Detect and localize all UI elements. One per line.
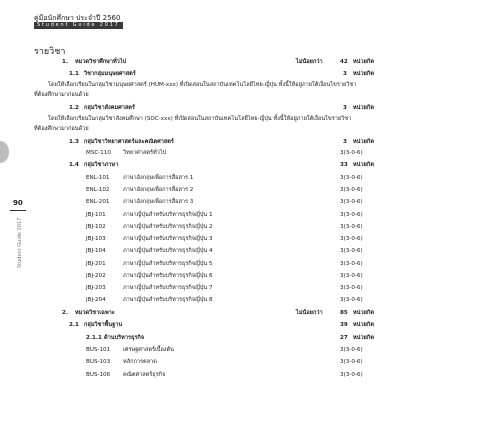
- course-name: ภาษาอังกฤษเพื่อการสื่อสาร 1: [123, 175, 194, 181]
- group-row-languages: [0, 160, 480, 170]
- course-name: ภาษาญี่ปุ่นสำหรับบริหารธุรกิจญี่ปุ่น 4: [123, 248, 213, 254]
- course-row: [0, 210, 480, 220]
- course-code: JBJ-102: [86, 224, 106, 230]
- category-row-specialized: [0, 308, 480, 318]
- row-credits: 27: [340, 335, 348, 341]
- course-name: หลักการตลาด: [123, 359, 157, 365]
- course-name: ภาษาญี่ปุ่นสำหรับบริหารธุรกิจญี่ปุ่น 8: [123, 297, 213, 303]
- row-unit: หน่วยกิต: [353, 310, 374, 316]
- course-hours: 3(3-0-6): [340, 175, 363, 181]
- course-row: [0, 271, 480, 281]
- course-code: JBJ-201: [86, 261, 106, 267]
- course-row: [0, 246, 480, 256]
- row-unit: หน่วยกิต: [353, 162, 374, 168]
- course-hours: 3(3-0-6): [340, 285, 363, 291]
- handbook-title: คู่มือนักศึกษา ประจำปี 2560: [34, 14, 121, 22]
- course-row: [0, 197, 480, 207]
- header-band: Student Guide 2017: [34, 22, 123, 29]
- course-row: [0, 283, 480, 293]
- row-number: 1.4: [69, 162, 79, 168]
- course-row: [0, 148, 480, 158]
- row-unit: หน่วยกิต: [353, 71, 374, 77]
- course-row: [0, 357, 480, 367]
- course-hours: 3(3-0-6): [340, 212, 363, 218]
- course-hours: 3(3-0-6): [340, 261, 363, 267]
- description-line: โดยให้เลือกเรียนในกลุ่มวิชามนุษยศาสตร์ (HUM-xxx) ที่เปิดสอนในสถาบันเทคโนโลยีไทย-ญี่ปุ่น ทั้งนี้ให้อยู่ภายใต้เงื่อนไขรายวิชา: [48, 82, 357, 88]
- course-name: เศรษฐศาสตร์เบื้องต้น: [123, 347, 174, 353]
- course-row: [0, 185, 480, 195]
- course-hours: 3(3-0-6): [340, 273, 363, 279]
- course-code: MSC-110: [86, 150, 111, 156]
- course-name: ภาษาญี่ปุ่นสำหรับบริหารธุรกิจญี่ปุ่น 3: [123, 236, 213, 242]
- course-name: ภาษาญี่ปุ่นสำหรับบริหารธุรกิจญี่ปุ่น 7: [123, 285, 213, 291]
- course-row: [0, 259, 480, 269]
- row-name: หมวดวิชาศึกษาทั่วไป: [75, 59, 127, 65]
- course-name: ภาษาญี่ปุ่นสำหรับบริหารธุรกิจญี่ปุ่น 2: [123, 224, 213, 230]
- row-unit: หน่วยกิต: [353, 105, 374, 111]
- course-code: JBJ-101: [86, 212, 106, 218]
- row-name: ด้านบริหารธุรกิจ: [104, 335, 145, 341]
- row-minimum: ไม่น้อยกว่า: [296, 59, 323, 65]
- course-hours: 3(3-0-6): [340, 248, 363, 254]
- row-name: กลุ่มวิชาพื้นฐาน: [84, 322, 123, 328]
- row-name: กลุ่มวิชาวิทยาศาสตร์และคณิตศาสตร์: [84, 139, 174, 145]
- course-row: [0, 173, 480, 183]
- row-number: 2.1: [69, 322, 79, 328]
- course-hours: 3(3-0-6): [340, 347, 363, 353]
- course-name: ภาษาญี่ปุ่นสำหรับบริหารธุรกิจญี่ปุ่น 5: [123, 261, 213, 267]
- row-unit: หน่วยกิต: [353, 322, 374, 328]
- row-credits: 3: [343, 71, 347, 77]
- row-number: 1.: [62, 59, 69, 65]
- subgroup-row-business-admin: [0, 333, 480, 343]
- row-name: กลุ่มวิชาสังคมศาสตร์: [84, 105, 135, 111]
- section-title: รายวิชา: [34, 47, 66, 57]
- course-hours: 3(3-0-6): [340, 297, 363, 303]
- page-number: 90: [13, 199, 23, 207]
- row-number: 1.3: [69, 139, 79, 145]
- group-row-social-sciences: [0, 103, 480, 113]
- course-row: [0, 345, 480, 355]
- group-row-science-math: [0, 137, 480, 147]
- course-row: [0, 234, 480, 244]
- row-credits: 42: [340, 59, 348, 65]
- description-line: โดยให้เลือกเรียนในกลุ่มวิชาสังคมศึกษา (SOC-xxx) ที่เปิดสอนในสถาบันเทคโนโลยีไทย-ญี่ปุ่น ทั้งนี้ให้อยู่ภายใต้เงื่อนไขรายวิชา: [48, 116, 352, 122]
- row-name: กลุ่มวิชาภาษา: [84, 162, 119, 168]
- row-name: หมวดวิชาเฉพาะ: [75, 310, 115, 316]
- course-code: BUS-101: [86, 347, 111, 353]
- row-number: 1.2: [69, 105, 79, 111]
- course-hours: 3(3-0-6): [340, 359, 363, 365]
- row-credits: 33: [340, 162, 348, 168]
- course-name: วิทยาศาสตร์ทั่วไป: [123, 150, 167, 156]
- course-code: JBJ-202: [86, 273, 106, 279]
- course-name: ภาษาญี่ปุ่นสำหรับบริหารธุรกิจญี่ปุ่น 1: [123, 212, 213, 218]
- course-row: [0, 370, 480, 380]
- course-row: [0, 222, 480, 232]
- row-unit: หน่วยกิต: [353, 59, 374, 65]
- row-minimum: ไม่น้อยกว่า: [296, 310, 323, 316]
- course-code: JBJ-204: [86, 297, 106, 303]
- row-credits: 39: [340, 322, 348, 328]
- group-row-humanities: [0, 69, 480, 79]
- course-code: ENL-102: [86, 187, 110, 193]
- row-unit: หน่วยกิต: [353, 139, 374, 145]
- course-name: ภาษาญี่ปุ่นสำหรับบริหารธุรกิจญี่ปุ่น 6: [123, 273, 213, 279]
- course-hours: 3(3-0-6): [340, 187, 363, 193]
- course-hours: 3(3-0-6): [340, 150, 363, 156]
- social-sciences-description: [34, 114, 454, 134]
- course-hours: 3(3-0-6): [340, 224, 363, 230]
- course-code: BUS-103: [86, 359, 111, 365]
- row-credits: 3: [343, 139, 347, 145]
- course-row: [0, 295, 480, 305]
- course-hours: 3(3-0-6): [340, 236, 363, 242]
- description-line: ที่ต้องศึกษามาก่อนด้วย: [34, 126, 89, 132]
- course-name: ภาษาอังกฤษเพื่อการสื่อสาร 3: [123, 199, 194, 205]
- course-code: ENL-201: [86, 199, 110, 205]
- course-code: BUS-106: [86, 372, 111, 378]
- row-credits: 85: [340, 310, 348, 316]
- side-running-text: Student Guide 2017: [17, 217, 23, 268]
- group-row-foundation: [0, 320, 480, 330]
- course-code: JBJ-103: [86, 236, 106, 242]
- course-code: JBJ-203: [86, 285, 106, 291]
- course-code: JBJ-104: [86, 248, 106, 254]
- course-hours: 3(3-0-6): [340, 372, 363, 378]
- course-name: ภาษาอังกฤษเพื่อการสื่อสาร 2: [123, 187, 194, 193]
- description-line: ที่ต้องศึกษามาก่อนด้วย: [34, 92, 89, 98]
- course-hours: 3(3-0-6): [340, 199, 363, 205]
- row-unit: หน่วยกิต: [353, 335, 374, 341]
- row-name: วิชากลุ่มมนุษยศาสตร์: [84, 71, 136, 77]
- course-code: ENL-101: [86, 175, 110, 181]
- course-name: คณิตศาสตร์ธุรกิจ: [123, 372, 166, 378]
- humanities-description: [34, 80, 454, 100]
- row-number: 2.: [62, 310, 69, 316]
- row-credits: 3: [343, 105, 347, 111]
- row-number: 1.1: [69, 71, 79, 77]
- row-number: 2.1.1: [86, 335, 102, 341]
- category-row-general-education: [0, 57, 480, 67]
